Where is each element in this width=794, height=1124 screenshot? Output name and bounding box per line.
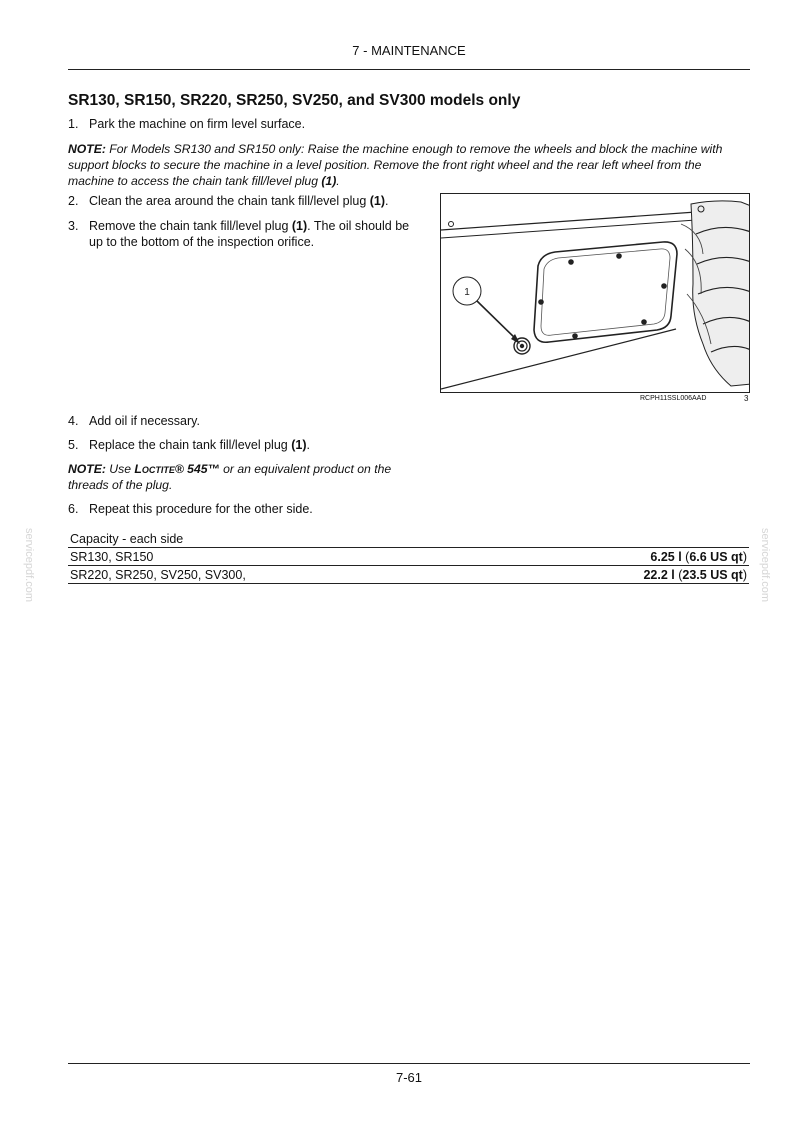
capacity-models: SR130, SR150 [68,548,494,566]
step-number: 5. [68,438,79,452]
capacity-paren-open: ( [681,549,690,564]
step-text-end: . [306,438,310,452]
table-row [68,548,749,566]
step-text-end: . [385,194,389,208]
step-number: 3. [68,219,79,233]
capacity-paren-open: ( [674,567,683,582]
step-ref: (1) [291,219,308,233]
figure-caption: RCPH11SSL006AAD [640,395,707,402]
page-header-title: 7 - MAINTENANCE [352,43,466,58]
step-number: 2. [68,194,79,208]
figure-callout-1: 1 [464,287,470,298]
note-ref: (1) [321,174,337,188]
step-text: Replace the chain tank fill/level plug [89,438,292,452]
note-text-end: or an equivalent product on the threads of the plug. [68,462,392,492]
step-6 [68,501,418,517]
product-name: Loctite® 545™ [134,462,220,476]
figure-number: 3 [744,394,749,403]
capacity-metric: 22.2 l [643,567,675,582]
capacity-value [494,566,749,584]
chain-tank-illustration [441,194,750,393]
step-ref: (1) [291,438,307,452]
table-row [68,566,749,584]
step-number: 1. [68,117,79,131]
note-text: For Models SR130 and SR150 only: Raise the machine enough to remove the wheels and block the machine with support blocks to secure the machine in a level position. Remove the front right wheel and the rear left wheel from the machine to access the chain tank fill/level plug [68,142,723,188]
capacity-header: Capacity - each side [68,530,749,548]
note-models-sr130-sr150 [68,141,750,189]
step-text: Repeat this procedure for the other side. [89,502,313,516]
capacity-paren-close: ) [742,567,747,582]
step-2 [68,193,418,209]
note-label: NOTE: [68,462,106,476]
header-rule [68,69,750,70]
capacity-table [68,530,749,584]
step-ref: (1) [369,194,386,208]
step-4 [68,413,418,429]
capacity-paren-close: ) [742,549,747,564]
capacity-models: SR220, SR250, SV250, SV300, [68,566,494,584]
step-1 [68,116,750,132]
step-text: Clean the area around the chain tank fill/level plug [89,194,370,208]
footer-rule [68,1063,750,1064]
step-text: Remove the chain tank fill/level plug [89,219,292,233]
capacity-metric: 6.25 l [650,549,682,564]
step-3 [68,218,418,250]
watermark-right: servicepdf.com [759,528,771,602]
section-heading: SR130, SR150, SR220, SR250, SV250, and SV300 models only [68,92,521,109]
step-number: 4. [68,414,79,428]
note-end: . [336,174,340,188]
capacity-value [494,548,749,566]
note-text: Use [105,462,135,476]
watermark-left: servicepdf.com [23,528,35,602]
page-number: 7-61 [395,1070,423,1085]
note-label: NOTE: [68,142,106,156]
capacity-us: 6.6 US qt [689,549,743,564]
step-text: Park the machine on firm level surface. [89,117,306,131]
capacity-header-row [68,530,749,548]
capacity-us: 23.5 US qt [682,567,743,582]
step-text: Add oil if necessary. [89,414,200,428]
step-number: 6. [68,502,79,516]
note-loctite [68,461,413,493]
chain-tank-figure [440,193,750,393]
step-text-end: . The oil should be up to the bottom of the inspection orifice. [89,219,410,249]
step-5 [68,437,418,453]
